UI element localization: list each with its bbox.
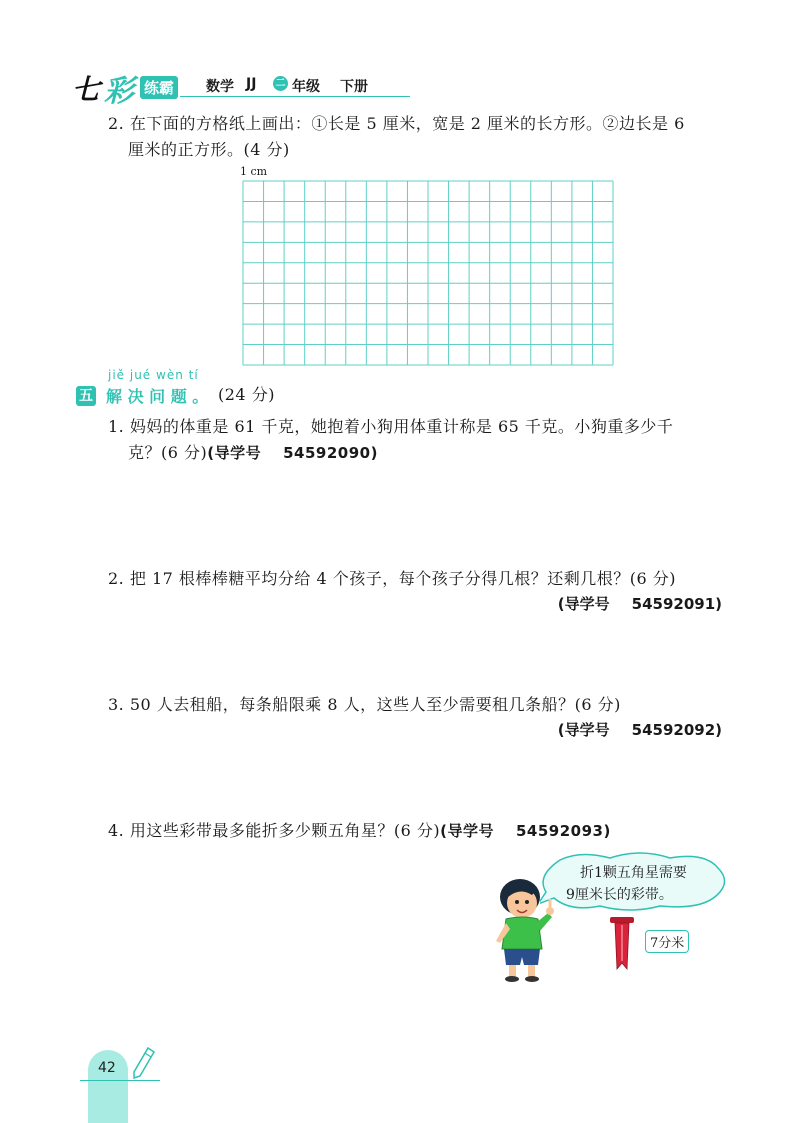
problem1-line2 <box>128 439 378 467</box>
problem1-text: 克？(6 分) <box>128 443 208 462</box>
bubble-line2: 9厘米长的彩带。 <box>566 887 673 903</box>
section5-title: 解 决 问 题 。 <box>106 387 209 406</box>
q2-line1: 2. 在下面的方格纸上画出：①长是 5 厘米，宽是 2 厘米的长方形。②边长是 6 <box>108 114 685 133</box>
section5-badge: 五 <box>76 386 96 406</box>
problem4-text: 4. 用这些彩带最多能折多少颗五角星？(6 分) <box>108 821 441 840</box>
problem2-line1: 2. 把 17 根棒棒糖平均分给 4 个孩子，每个孩子分得几根？还剩几根？(6 分) <box>108 569 676 588</box>
header-grade: 年级 <box>292 79 320 95</box>
pencil-icon <box>130 1046 156 1080</box>
grade-number: 二 <box>275 78 286 89</box>
bubble-line1: 折1颗五角星需要 <box>580 865 687 881</box>
problem3-ref-code: 54592092) <box>631 721 722 739</box>
grid-scale-label: 1 cm <box>240 165 268 178</box>
header-rule <box>180 96 410 97</box>
brand-char-qi: 七 <box>72 73 101 106</box>
q2-line2: 厘米的正方形。(4 分) <box>128 140 290 159</box>
problem1-line1: 1. 妈妈的体重是 61 千克，她抱着小狗用体重计称是 65 千克。小狗重多少千 <box>108 417 674 436</box>
section5-score: (24 分) <box>218 385 275 404</box>
header-term: 下册 <box>340 79 368 95</box>
ribbon-length-label: 7分米 <box>645 930 689 953</box>
boy-illustration <box>492 875 562 985</box>
problem4-ref <box>440 822 611 840</box>
brand-lianba: 练霸 <box>140 76 178 99</box>
problem1-ref <box>207 444 378 462</box>
header-subject: 数学 <box>206 79 234 95</box>
grade-badge <box>273 76 288 91</box>
problem1-ref-label: (导学号 <box>207 444 262 462</box>
problem3-line1: 3. 50 人去租船，每条船限乘 8 人，这些人至少需要租几条船？(6 分) <box>108 695 621 714</box>
bubble-text <box>566 862 687 906</box>
header-edition: JJ <box>246 76 257 92</box>
problem4-ref-code: 54592093) <box>515 822 611 840</box>
brand-logo <box>72 68 202 109</box>
brand-char-cai: 彩 <box>104 74 134 109</box>
header <box>0 60 800 110</box>
problem1-ref-code: 54592090) <box>283 444 378 462</box>
problem3-ref-label: (导学号 <box>557 721 610 739</box>
ribbon-icon <box>607 915 637 971</box>
problem2-ref-label: (导学号 <box>557 595 610 613</box>
problem4-line1 <box>108 817 611 845</box>
page-number: 42 <box>98 1060 116 1076</box>
problem2-ref <box>558 593 722 614</box>
problem3-ref <box>558 719 722 740</box>
footer-rule <box>80 1080 160 1081</box>
square-grid[interactable] <box>242 180 614 366</box>
section5-pinyin: jiě jué wèn tí <box>108 368 199 382</box>
problem4-ref-label: (导学号 <box>440 822 494 840</box>
problem2-ref-code: 54592091) <box>631 595 722 613</box>
